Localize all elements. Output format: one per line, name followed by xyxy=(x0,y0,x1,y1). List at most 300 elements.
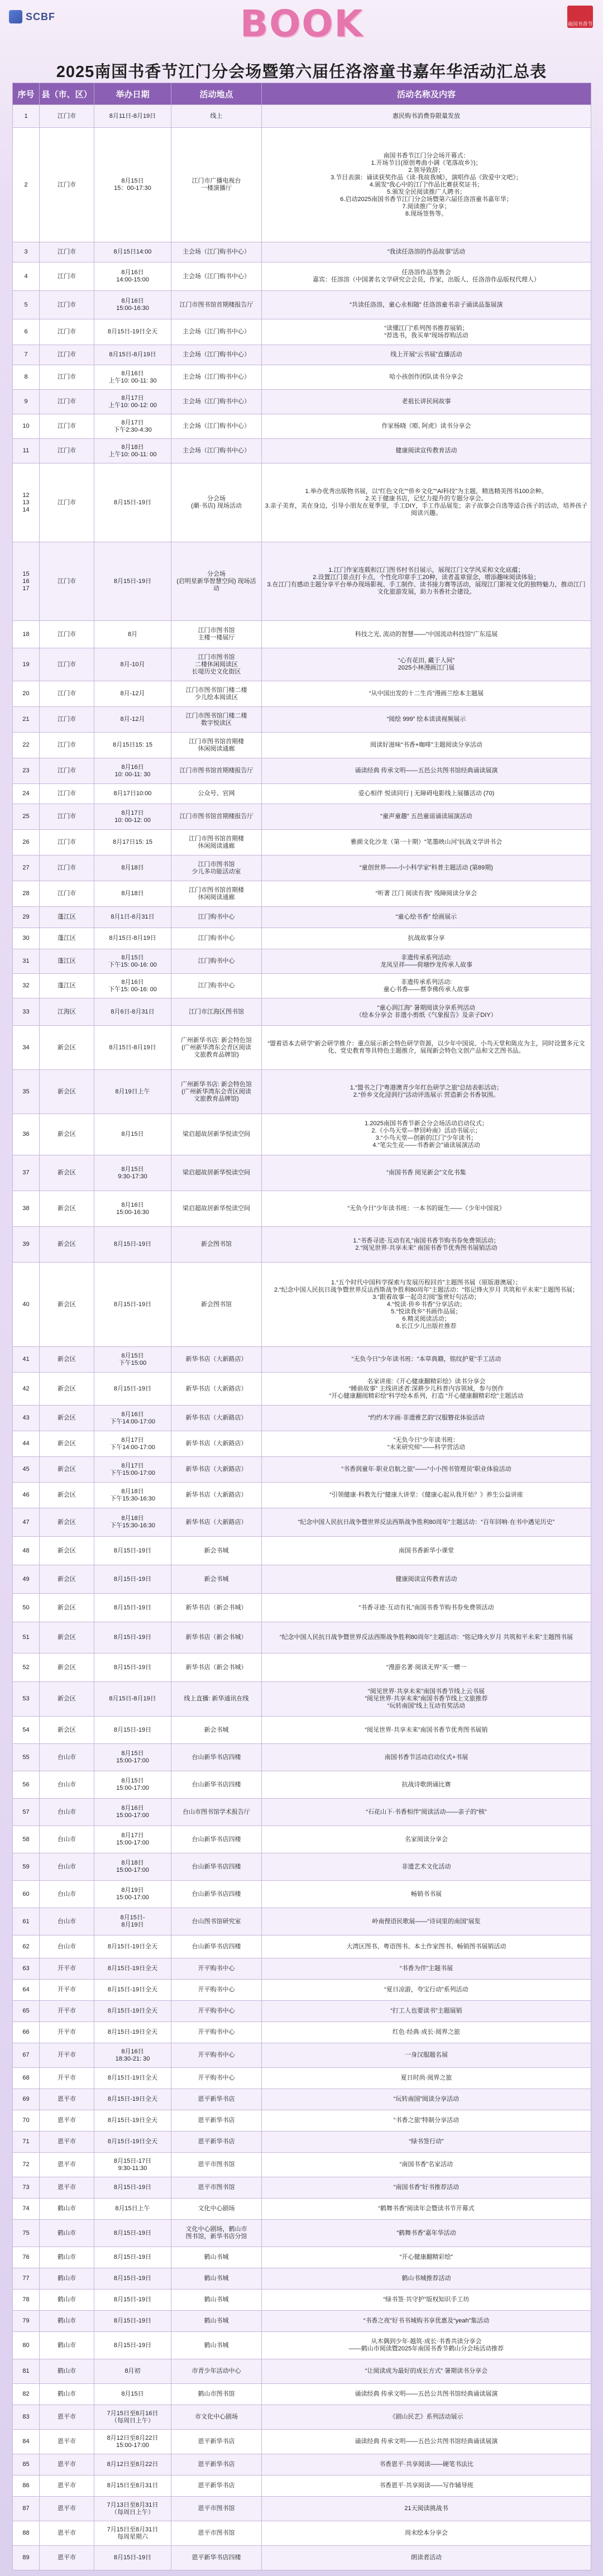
cell-number: 28 xyxy=(13,881,40,907)
cell-number: 43 xyxy=(13,1406,40,1431)
cell-date: 8月15日-19日全天 xyxy=(94,2001,171,2022)
cell-place: 恩平市图书馆 xyxy=(171,2521,262,2546)
cell-place: 恩平新华书店四楼 xyxy=(171,2546,262,2570)
cell-place: 梁启超故居新华悦读空间 xyxy=(171,1191,262,1227)
cell-description: 线上开展“云书展”直播活动 xyxy=(262,345,591,365)
cell-area: 台山市 xyxy=(40,1771,94,1799)
cell-place: 恩平新华书店 xyxy=(171,2430,262,2454)
table-row xyxy=(13,2089,591,2110)
table-row xyxy=(13,2043,591,2068)
cell-place: 恩平新华书店 xyxy=(171,2131,262,2153)
cell-date: 8月15日-19日全天 xyxy=(94,1935,171,1958)
cell-place: 鹤山书城 xyxy=(171,2290,262,2311)
cell-number: 30 xyxy=(13,928,40,949)
cell-date: 8月6日-8月31日 xyxy=(94,998,171,1026)
cell-area: 江门市 xyxy=(40,804,94,830)
cell-date: 8月16日 10: 00-11: 30 xyxy=(94,758,171,784)
cell-place: 江门市图书馆首期楼 休闲阅读通廊 xyxy=(171,881,262,907)
cell-area: 恩平市 xyxy=(40,2454,94,2475)
cell-area: 新会区 xyxy=(40,1227,94,1263)
cell-place: 市青少年活动中心 xyxy=(171,2359,262,2384)
cell-area: 恩平市 xyxy=(40,2497,94,2521)
table-row xyxy=(13,291,591,319)
cell-area: 台山市 xyxy=(40,1881,94,1908)
cell-place: 江门市图书馆门楼二楼 数字悦读区 xyxy=(171,707,262,733)
cell-area: 鹤山市 xyxy=(40,2220,94,2247)
table-row xyxy=(13,1508,591,1537)
cell-date: 8月18日 下午15:30-16:30 xyxy=(94,1508,171,1537)
cell-date: 7月13日至8月31日 （每周日上午） xyxy=(94,2497,171,2521)
cell-number: 69 xyxy=(13,2089,40,2110)
cell-place: 新华书店（大新路店） xyxy=(171,1483,262,1508)
cell-place: 新华书店（新会书城） xyxy=(171,1594,262,1622)
cell-date: 8月15日 下午15:00 xyxy=(94,1347,171,1373)
cell-number: 41 xyxy=(13,1347,40,1373)
cell-description: 抗战诗歌朗诵比赛 xyxy=(262,1771,591,1799)
cell-description: 健康阅读宣传教育活动 xyxy=(262,1565,591,1594)
cell-area: 新会区 xyxy=(40,1155,94,1191)
cell-place: 梁启超故居新华悦读空间 xyxy=(171,1114,262,1155)
cell-place: 恩平新华书店 xyxy=(171,2110,262,2131)
cell-description: “鹤舞书香”阅读年会暨读书节开幕式 xyxy=(262,2199,591,2220)
table-row xyxy=(13,1744,591,1771)
cell-date: 8月19日 15:00-17:00 xyxy=(94,1881,171,1908)
table-row xyxy=(13,2022,591,2043)
cell-number: 62 xyxy=(13,1935,40,1958)
cell-place: 恩平市图书馆 xyxy=(171,2177,262,2199)
cell-place: 新华书店（大新路店） xyxy=(171,1457,262,1483)
activity-table xyxy=(12,83,591,2570)
cell-description: 1.“盟书之门”粤港澳青少年红色研学之旅”总结表彰活动； 2.“侨乡文化浸润行”活动评选展示 营造新会书香氛围。 xyxy=(262,1070,591,1114)
cell-number: 56 xyxy=(13,1771,40,1799)
cell-place: 台山新华书店四楼 xyxy=(171,1935,262,1958)
cell-area: 江门市 xyxy=(40,733,94,758)
header-date: 举办日期 xyxy=(94,83,171,105)
table-row xyxy=(13,105,591,128)
cell-number: 39 xyxy=(13,1227,40,1263)
cell-area: 江门市 xyxy=(40,291,94,319)
cell-number: 61 xyxy=(13,1908,40,1935)
cell-number: 18 xyxy=(13,621,40,648)
cell-description: “童心润江海” 暑期阅读分享系列活动 （绘本分享会 非遗小剪纸《气象报告》及亲子DIY） xyxy=(262,998,591,1026)
cell-area: 新会区 xyxy=(40,1263,94,1347)
cell-number: 81 xyxy=(13,2359,40,2384)
cell-area: 蓬江区 xyxy=(40,928,94,949)
table-row xyxy=(13,2546,591,2570)
cell-area: 江门市 xyxy=(40,319,94,345)
cell-description: “童心绘书香” 绘画展示 xyxy=(262,907,591,928)
table-row xyxy=(13,2001,591,2022)
cell-description: 科技之光, 流动的智慧——“中国流动科技馆”广东巡展 xyxy=(262,621,591,648)
cell-description: 老祖长讲民间故事 xyxy=(262,390,591,414)
cell-place: 江门购书中心 xyxy=(171,928,262,949)
cell-description: “无负今日”少年读书班：“本草典籍，铭纹护夏”手工活动 xyxy=(262,1347,591,1373)
cell-place: 鹤山书城 xyxy=(171,2268,262,2290)
cell-description: “书香之旅”特制分享活动 xyxy=(262,2110,591,2131)
table-row xyxy=(13,242,591,262)
cell-area: 新会区 xyxy=(40,1347,94,1373)
table-row xyxy=(13,2220,591,2247)
table-row xyxy=(13,998,591,1026)
cell-area: 恩平市 xyxy=(40,2110,94,2131)
cell-date: 8月15日 15：00-17:30 xyxy=(94,128,171,242)
cell-place: 开平购书中心 xyxy=(171,2001,262,2022)
cell-date: 8月12日至8月22日 xyxy=(94,2454,171,2475)
cell-area: 开平市 xyxy=(40,2022,94,2043)
table-row xyxy=(13,1431,591,1457)
table-row xyxy=(13,1881,591,1908)
cell-place: 江门市图书馆首期楼 休闲阅读通廊 xyxy=(171,830,262,856)
cell-description: 1.“五个时代中国科学探索与发展历程回首”主题图书展（原版港澳展）； 2.“纪念中国人民抗日战争暨世界反法西斯战争胜利80周年”主题活动：“铭记烽火岁月 共筑和平未来”主题图书展； 3.“跟着故事一起奇幻阅”鉴赏好句活动； 4.“悦读·侨乡书香”分享活动； 5.“悦读我乡”书画作品展； 6.精灵阅读活动； 6.长江少儿出版社推荐 xyxy=(262,1263,591,1347)
cell-date: 8月15日-19日 xyxy=(94,2177,171,2199)
cell-date: 8月17日 下午2:30-4:30 xyxy=(94,414,171,439)
cell-area: 鹤山市 xyxy=(40,2359,94,2384)
cell-description: 书香恩平·共享阅读——硬笔书法比 xyxy=(262,2454,591,2475)
cell-number: 4 xyxy=(13,262,40,291)
brand-logo xyxy=(9,10,55,23)
cell-number: 46 xyxy=(13,1483,40,1508)
cell-number: 45 xyxy=(13,1457,40,1483)
cell-number: 3 xyxy=(13,242,40,262)
cell-number: 33 xyxy=(13,998,40,1026)
cell-place: 江门购书中心 xyxy=(171,907,262,928)
table-row xyxy=(13,2405,591,2430)
cell-date: 8月15日上午 xyxy=(94,2199,171,2220)
cell-date: 8月16日 15:00-16:30 xyxy=(94,1191,171,1227)
cell-description: “书香之夜”好书书城购书享优惠及“yeah”集活动 xyxy=(262,2311,591,2332)
cell-number: 32 xyxy=(13,974,40,998)
cell-place: 台山图书馆研究室 xyxy=(171,1908,262,1935)
table-row xyxy=(13,1565,591,1594)
cell-description: 名家阅读分享会 xyxy=(262,1826,591,1853)
cell-description: “阅见世界·共享未来”南国书香节优秀图书展销 xyxy=(262,1717,591,1744)
cell-description: “书香为伴”主题书展 xyxy=(262,1958,591,1980)
cell-area: 新会区 xyxy=(40,1373,94,1406)
cell-description: “无负今日”少年读书班：一本书的诞生——《少年中国说》 xyxy=(262,1191,591,1227)
cell-number: 36 xyxy=(13,1114,40,1155)
cell-description: “鹤舞书香”嘉年华活动 xyxy=(262,2220,591,2247)
table-row xyxy=(13,439,591,463)
table-row xyxy=(13,621,591,648)
cell-date: 8月15日-19日 xyxy=(94,1653,171,1682)
cell-date: 8月15日-19日 xyxy=(94,463,171,542)
header-place: 活动地点 xyxy=(171,83,262,105)
cell-area: 江门市 xyxy=(40,414,94,439)
cell-description: 雅颜文化沙龙（第一十期）“笔墨映山河”抗战文学讲书会 xyxy=(262,830,591,856)
cell-place: 鹤山书城 xyxy=(171,2311,262,2332)
cell-description: “心有花田, 藏于人间” 2025小林漫画江门展 xyxy=(262,648,591,681)
cell-place: 主会场（江门购书中心） xyxy=(171,390,262,414)
cell-date: 8月18日 上午10: 00-11: 00 xyxy=(94,439,171,463)
cell-number: 1 xyxy=(13,105,40,128)
cell-place: 主会场（江门购书中心） xyxy=(171,319,262,345)
cell-date: 8月16日 15:00-17:00 xyxy=(94,1799,171,1826)
cell-place: 江门市图书馆门楼二楼 少儿绘本阅读区 xyxy=(171,681,262,707)
cell-description: “书香润童年·职业启航之旅”——“小小图书管理员”职业体验活动 xyxy=(262,1457,591,1483)
cell-number: 8 xyxy=(13,365,40,390)
cell-description: 红色·经典·成长·阅界之旅 xyxy=(262,2022,591,2043)
cell-date: 8月15日-8月19日 xyxy=(94,1682,171,1717)
cell-place: 新会书城 xyxy=(171,1717,262,1744)
table-row xyxy=(13,1227,591,1263)
table-row xyxy=(13,1026,591,1070)
cell-date: 8月15日-8月19日 xyxy=(94,928,171,949)
corner-badge xyxy=(567,6,593,28)
cell-date: 8月11日-8月19日 xyxy=(94,105,171,128)
cell-number: 50 xyxy=(13,1594,40,1622)
table-row xyxy=(13,856,591,881)
table-row xyxy=(13,463,591,542)
table-row xyxy=(13,804,591,830)
cell-place: 文化中心剧场 xyxy=(171,2199,262,2220)
cell-place: 鹤山书城 xyxy=(171,2247,262,2268)
cell-area: 江门市 xyxy=(40,390,94,414)
cell-area: 鹤山市 xyxy=(40,2311,94,2332)
cell-description: 抗战故事分享 xyxy=(262,928,591,949)
cell-area: 恩平市 xyxy=(40,2131,94,2153)
cell-number: 66 xyxy=(13,2022,40,2043)
cell-area: 新会区 xyxy=(40,1191,94,1227)
table-row xyxy=(13,1263,591,1347)
cell-description: 诵读经典 传承文明——五邑公共图书馆经典诵读展演 xyxy=(262,758,591,784)
cell-place: 新华书店（大新路店） xyxy=(171,1431,262,1457)
table-row xyxy=(13,1191,591,1227)
table-row xyxy=(13,974,591,998)
cell-area: 江门市 xyxy=(40,784,94,804)
cell-place: 公众号、官网 xyxy=(171,784,262,804)
table-row xyxy=(13,1406,591,1431)
cell-date: 8月15日-19日 xyxy=(94,1565,171,1594)
cell-description: 鹤山书城推荐活动 xyxy=(262,2268,591,2290)
cell-description: “共读任洛溶，童心永相随” 任洛溶童书亲子诵读品鉴展演 xyxy=(262,291,591,319)
cell-area: 江门市 xyxy=(40,262,94,291)
cell-place: 市文化中心剧场 xyxy=(171,2405,262,2430)
table-row xyxy=(13,1373,591,1406)
cell-number: 37 xyxy=(13,1155,40,1191)
table-row xyxy=(13,2177,591,2199)
table-row xyxy=(13,345,591,365)
cell-date: 8月15日-19日 xyxy=(94,2311,171,2332)
table-row xyxy=(13,1155,591,1191)
cell-place: 新华书店（新会书城） xyxy=(171,1622,262,1653)
cell-place: 主会场（江门购书中心） xyxy=(171,365,262,390)
cell-place: 主会场（江门购书中心） xyxy=(171,242,262,262)
cell-number: 65 xyxy=(13,2001,40,2022)
cell-place: 线上 xyxy=(171,105,262,128)
cell-date: 8月15日-19日全天 xyxy=(94,2068,171,2089)
cell-area: 恩平市 xyxy=(40,2521,94,2546)
cell-date: 8月15日-19日 xyxy=(94,2546,171,2570)
cell-area: 江门市 xyxy=(40,439,94,463)
cell-description: “夏日凉游，夸宝行动”系列活动 xyxy=(262,1980,591,2001)
cell-date: 8月18日 下午15:30-16:30 xyxy=(94,1483,171,1508)
cell-date: 8月15日 15:00-17:00 xyxy=(94,1771,171,1799)
cell-description: “读懂江门”系列图书推荐展销； “荐选书，我买单”现场荐购活动 xyxy=(262,319,591,345)
table-row xyxy=(13,2247,591,2268)
cell-number: 53 xyxy=(13,1682,40,1717)
cell-area: 江海区 xyxy=(40,998,94,1026)
cell-place: 恩平市图书馆 xyxy=(171,2497,262,2521)
cell-description: “开心健康翻精彩绘” xyxy=(262,2247,591,2268)
table-row xyxy=(13,2131,591,2153)
cell-date: 8月15日-19日 xyxy=(94,2268,171,2290)
cell-date: 8月15日-19日 xyxy=(94,1263,171,1347)
cell-number: 64 xyxy=(13,1980,40,2001)
cell-place: 恩平新华书店 xyxy=(171,2089,262,2110)
cell-place: 新会书城 xyxy=(171,1565,262,1594)
cell-area: 恩平市 xyxy=(40,2430,94,2454)
cell-number: 77 xyxy=(13,2268,40,2290)
corner-badge-label: 南国书香节 xyxy=(567,21,593,27)
cell-number: 76 xyxy=(13,2247,40,2268)
cell-date: 8月18日 xyxy=(94,856,171,881)
cell-description: 从木偶到少年·越筑·成长·书香共读分享会 ——鹤山市阅读暨2025年南国书香节鹤山分会场活动推荐 xyxy=(262,2332,591,2359)
cell-place: 开平购书中心 xyxy=(171,2068,262,2089)
cell-date: 8月 xyxy=(94,621,171,648)
cell-number: 20 xyxy=(13,681,40,707)
cell-area: 江门市 xyxy=(40,242,94,262)
cell-place: 台山新华书店四楼 xyxy=(171,1881,262,1908)
table-row xyxy=(13,881,591,907)
cell-area: 鹤山市 xyxy=(40,2247,94,2268)
cell-area: 新会区 xyxy=(40,1717,94,1744)
cell-number: 7 xyxy=(13,345,40,365)
table-row xyxy=(13,2454,591,2475)
cell-date: 8月-12月 xyxy=(94,681,171,707)
cell-description: 哈小孩创作团队读书分享会 xyxy=(262,365,591,390)
cell-area: 新会区 xyxy=(40,1070,94,1114)
cell-place: 台山新华书店四楼 xyxy=(171,1771,262,1799)
cell-number: 82 xyxy=(13,2384,40,2405)
cell-date: 8月15日-19日 xyxy=(94,2332,171,2359)
table-row xyxy=(13,319,591,345)
table-row xyxy=(13,1958,591,1980)
table-row xyxy=(13,2475,591,2497)
table-row xyxy=(13,1114,591,1155)
cell-area: 江门市 xyxy=(40,128,94,242)
table-row xyxy=(13,1594,591,1622)
cell-area: 新会区 xyxy=(40,1537,94,1565)
cell-place: 新华书店（新会书城） xyxy=(171,1653,262,1682)
cell-number: 74 xyxy=(13,2199,40,2220)
cell-area: 江门市 xyxy=(40,345,94,365)
cell-place: 恩平新华书店 xyxy=(171,2475,262,2497)
cell-number: 78 xyxy=(13,2290,40,2311)
cell-description: 健康阅读宣传教育活动 xyxy=(262,439,591,463)
cell-description: 夏日时尚·阅界之旅 xyxy=(262,2068,591,2089)
cell-place: 主会场（江门购书中心） xyxy=(171,439,262,463)
cell-area: 江门市 xyxy=(40,365,94,390)
cell-number: 72 xyxy=(13,2153,40,2177)
table-row xyxy=(13,1682,591,1717)
cell-number: 22 xyxy=(13,733,40,758)
cell-place: 江门市图书馆首期楼报告厅 xyxy=(171,758,262,784)
cell-date: 8月15日-19日全天 xyxy=(94,2022,171,2043)
table-row xyxy=(13,681,591,707)
cell-area: 江门市 xyxy=(40,830,94,856)
cell-number: 57 xyxy=(13,1799,40,1826)
cell-place: 江门购书中心 xyxy=(171,974,262,998)
cell-description: “阅见世界·共享未来”南国书香节线上云书展 “阅见世界·共享未来”南国书香节线上文旅推荐 “玩转南国”线上互动有奖活动 xyxy=(262,1682,591,1717)
cell-date: 8月15日-19日 xyxy=(94,1622,171,1653)
cell-area: 恩平市 xyxy=(40,2405,94,2430)
cell-description: 1.“书香寻迹·互动有礼”南国书香节购书券免费领活动； 2.“阅见世界·共享未来” 南国书香节优秀图书展销活动 xyxy=(262,1227,591,1263)
table-row xyxy=(13,1717,591,1744)
cell-number: 86 xyxy=(13,2475,40,2497)
logo-icon xyxy=(9,10,22,23)
cell-date: 8月15日-19日全天 xyxy=(94,1980,171,2001)
cell-date: 8月17日15: 15 xyxy=(94,830,171,856)
cell-area: 新会区 xyxy=(40,1483,94,1508)
table-row xyxy=(13,1853,591,1881)
header-area: 县（市、区） xyxy=(40,83,94,105)
cell-description: 1.举办优秀出版物书展，以“红色文化”“侨乡文化”“AI科技”为主题，精选精美图书100余种。 2.关于健康书店，记忆力提升的专题分享会。 3.亲子美育，美在身边，引导小朋友在夏季里，手工DIY，手工作品展览；亲子故事会自选等适合孩子的活动，培养孩子阅读兴趣。 xyxy=(262,463,591,542)
cell-area: 新会区 xyxy=(40,1594,94,1622)
cell-date: 8月15日- 8月19日 xyxy=(94,1908,171,1935)
cell-description: “引领健康·科教先行”健康大讲堂：《健康心起从我开始？》养生公益讲座 xyxy=(262,1483,591,1508)
cell-number: 54 xyxy=(13,1717,40,1744)
cell-description: 非遗艺术文化活动 xyxy=(262,1853,591,1881)
cell-area: 新会区 xyxy=(40,1622,94,1653)
cell-place: 新会书城 xyxy=(171,1537,262,1565)
cell-area: 蓬江区 xyxy=(40,974,94,998)
page-title: 2025南国书香节江门分会场暨第六届任洛溶童书嘉年华活动汇总表 xyxy=(56,63,547,81)
cell-description: 1.2025南国书香节新会分会场活动启动仪式； 2.《小鸟天堂—梦回岭南》活动书展示； 3.“小鸟天堂—创新的江门”少年读书； 4.“笔尖生花——书香新会”诵读展演活动 xyxy=(262,1114,591,1155)
cell-number: 55 xyxy=(13,1744,40,1771)
cell-place: 江门市图书馆 少儿多功能活动室 xyxy=(171,856,262,881)
cell-number: 68 xyxy=(13,2068,40,2089)
table-row xyxy=(13,1070,591,1114)
cell-date: 7月15日至8月31日 每周星期六 xyxy=(94,2521,171,2546)
cell-date: 8月15日-19日 xyxy=(94,1373,171,1406)
cell-area: 恩平市 xyxy=(40,2546,94,2570)
cell-area: 台山市 xyxy=(40,1744,94,1771)
cell-place: 新会图书馆 xyxy=(171,1227,262,1263)
cell-area: 新会区 xyxy=(40,1457,94,1483)
cell-date: 8月15日-8月19日 xyxy=(94,345,171,365)
cell-description: “南国书香”名家活动 xyxy=(262,2153,591,2177)
cell-area: 新会区 xyxy=(40,1682,94,1717)
cell-date: 8月15日 xyxy=(94,2384,171,2405)
cell-description: 南国书香新华小课堂 xyxy=(262,1537,591,1565)
cell-place: 新华书店（大新路店） xyxy=(171,1373,262,1406)
cell-description: “童创世界——小小科学家”科普主题活动 (第89期) xyxy=(262,856,591,881)
cell-date: 8月15日-19日 xyxy=(94,2220,171,2247)
cell-description: “让阅读成为最好的成长方式” 暑期读书分享会 xyxy=(262,2359,591,2384)
cell-date: 8月15日 9:30-17:30 xyxy=(94,1155,171,1191)
cell-description: “书香寻迹·互动有礼”南国书香节购书券免费领活动 xyxy=(262,1594,591,1622)
table-row xyxy=(13,1908,591,1935)
cell-description: 爱心相伴 悦读同行 | 无障碍电影线上展播活动 (70) xyxy=(262,784,591,804)
cell-place: 台山新华书店四楼 xyxy=(171,1853,262,1881)
cell-area: 蓬江区 xyxy=(40,949,94,974)
cell-description: “从中国出发的十二生肖”漫画兰绘本主题展 xyxy=(262,681,591,707)
table-row xyxy=(13,128,591,242)
cell-description: 非遗传承系列活动: 童心书香——蔡李佛传承人故事 xyxy=(262,974,591,998)
cell-date: 8月15日 下午15: 00-16: 00 xyxy=(94,949,171,974)
table-row xyxy=(13,2521,591,2546)
cell-area: 新会区 xyxy=(40,1114,94,1155)
cell-number: 70 xyxy=(13,2110,40,2131)
table-row xyxy=(13,1483,591,1508)
table-row xyxy=(13,2311,591,2332)
cell-area: 恩平市 xyxy=(40,2177,94,2199)
table-row xyxy=(13,1771,591,1799)
cell-place: 新华书店（大新路店） xyxy=(171,1508,262,1537)
cell-number: 63 xyxy=(13,1958,40,1980)
cell-description: 南国书香节江门分会场开幕式： 1.开场节目(原创粤曲小调《笔落故乡》)； 2.领导致辞； 3.节目表演：诵读获奖作品《读·我故我城》，演唱作品《致爱中文吧》； 4.颁发“我心中的江门”作品比赛获奖证书； 5.颁发全民阅读推广人聘书； 6.启动2025南国书香节江门分会场暨第六届任洛溶童书嘉年华； 7.阅读推广分享； 8.现场签售等。 xyxy=(262,128,591,242)
table-row xyxy=(13,390,591,414)
